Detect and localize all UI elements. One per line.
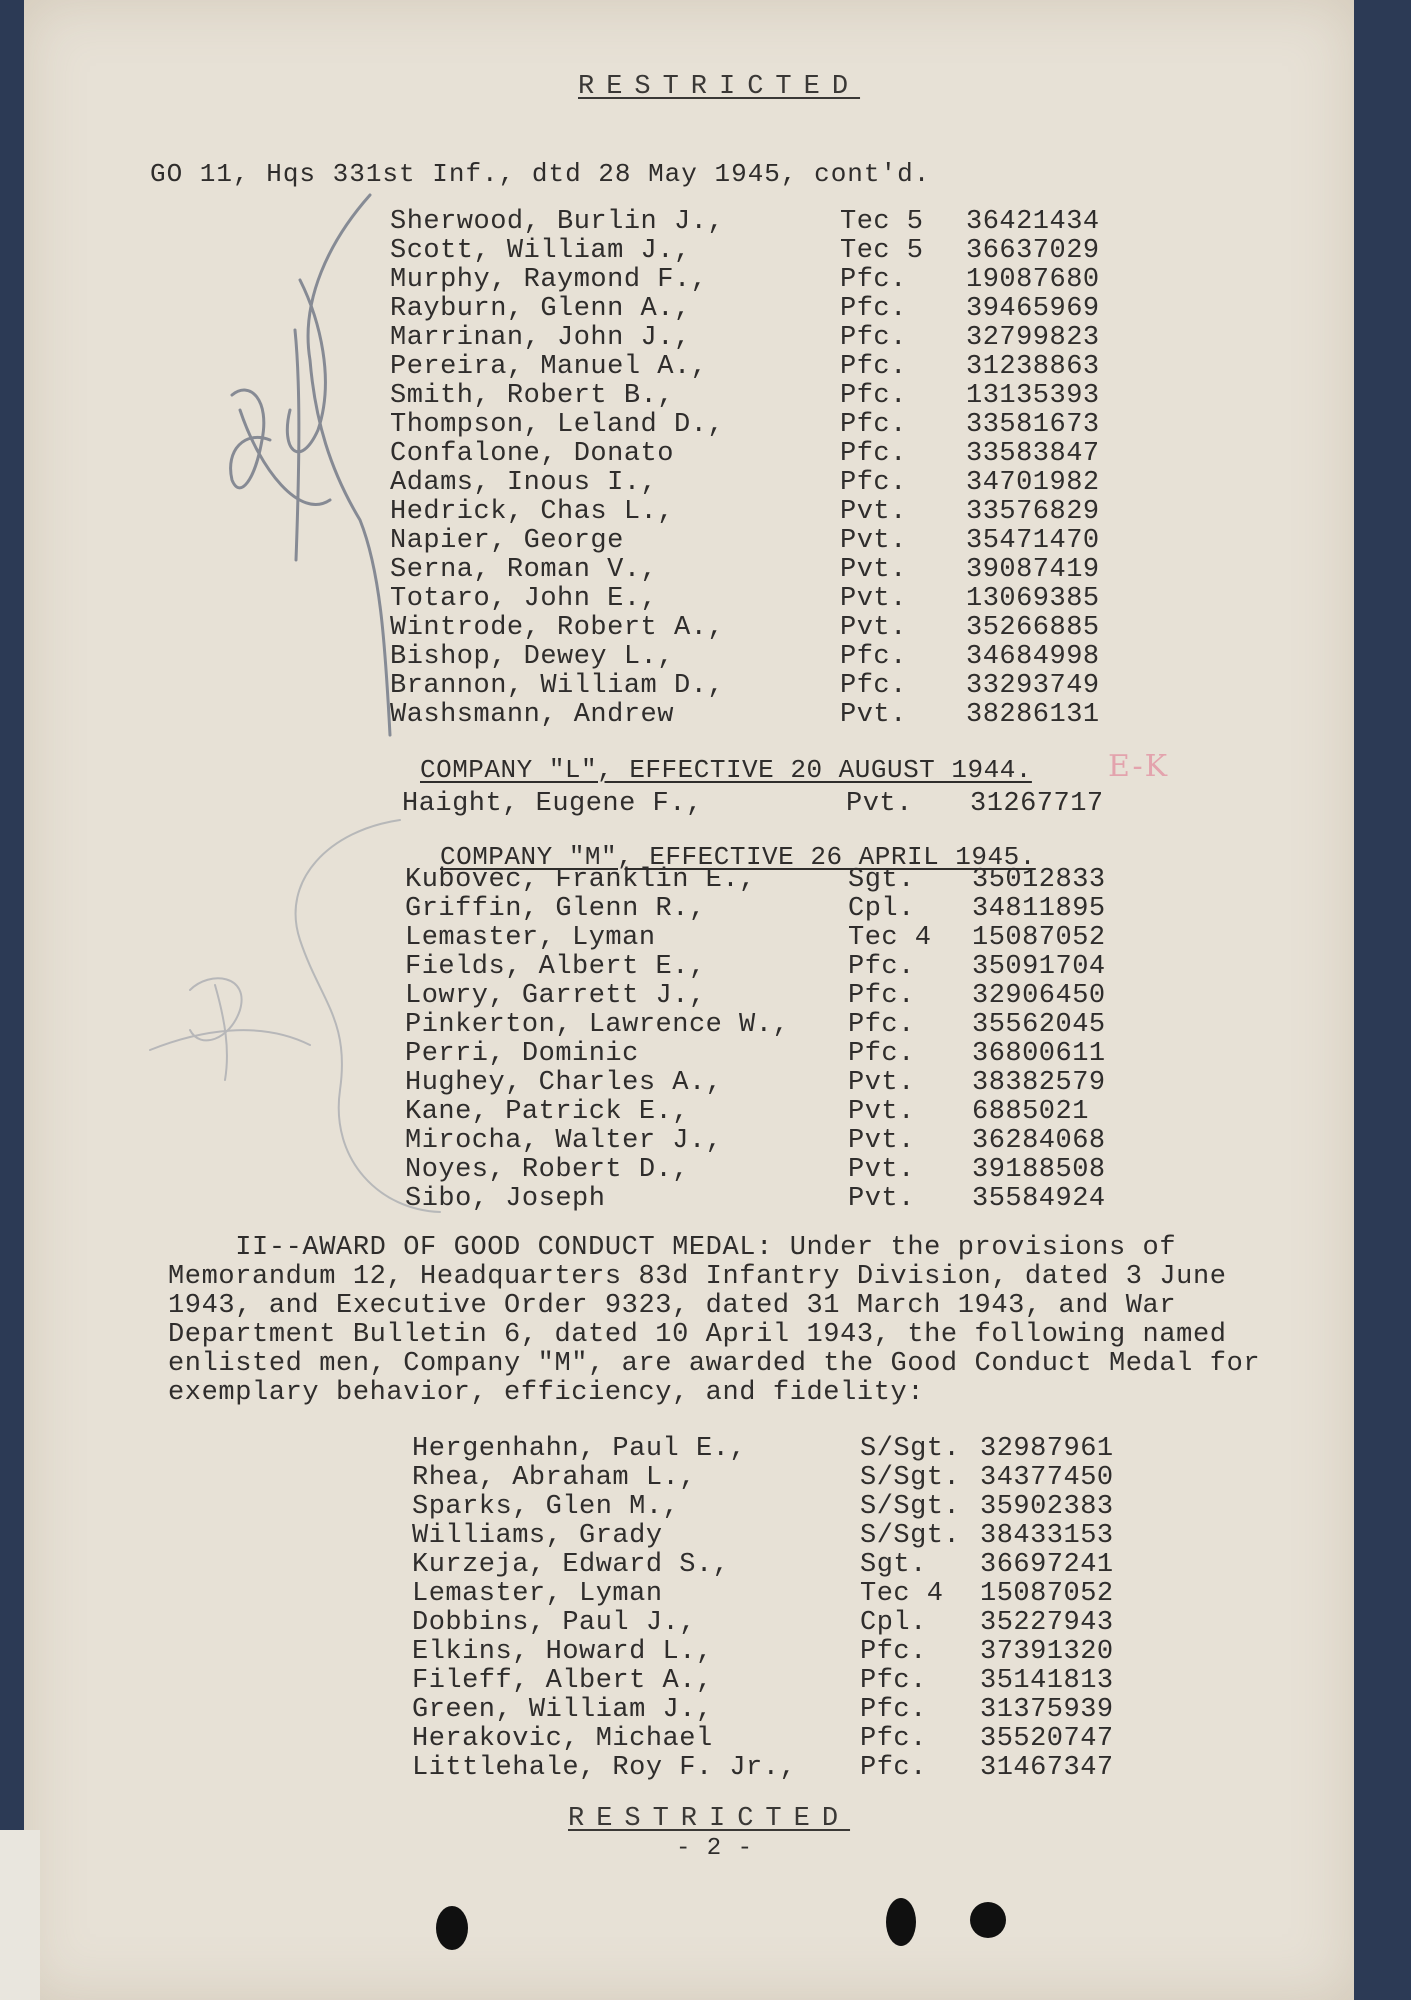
soldier-rank: Pfc. (840, 294, 907, 324)
soldier-rank: S/Sgt. (860, 1463, 961, 1493)
page-number: - 2 - (676, 1835, 754, 1862)
serial-number: 36421434 (966, 207, 1100, 237)
soldier-rank: Pfc. (860, 1637, 927, 1667)
serial-number: 13069385 (966, 584, 1100, 614)
soldier-rank: Pfc. (848, 952, 915, 982)
serial-number: 35266885 (966, 613, 1100, 643)
soldier-name: Brannon, William D., (390, 671, 725, 701)
soldier-rank: Tec 5 (840, 207, 924, 237)
soldier-rank: Pvt. (846, 789, 913, 819)
soldier-name: Kurzeja, Edward S., (412, 1550, 730, 1580)
soldier-rank: Pvt. (840, 526, 907, 556)
soldier-rank: Pfc. (840, 381, 907, 411)
serial-number: 33576829 (966, 497, 1100, 527)
serial-number: 35091704 (972, 952, 1106, 982)
soldier-name: Lemaster, Lyman (405, 923, 656, 953)
soldier-rank: S/Sgt. (860, 1521, 961, 1551)
soldier-name: Pereira, Manuel A., (390, 352, 708, 382)
soldier-name: Sparks, Glen M., (412, 1492, 680, 1522)
soldier-name: Serna, Roman V., (390, 555, 658, 585)
soldier-name: Sibo, Joseph (405, 1184, 606, 1214)
soldier-name: Sherwood, Burlin J., (390, 207, 725, 237)
soldier-name: Hughey, Charles A., (405, 1068, 723, 1098)
serial-number: 13135393 (966, 381, 1100, 411)
serial-number: 31467347 (980, 1753, 1114, 1783)
award-paragraph (168, 1234, 1260, 1408)
serial-number: 34701982 (966, 468, 1100, 498)
soldier-rank: Pvt. (840, 700, 907, 730)
soldier-rank: Sgt. (860, 1550, 927, 1580)
serial-number: 38382579 (972, 1068, 1106, 1098)
punch-hole-left (436, 1906, 468, 1950)
soldier-name: Murphy, Raymond F., (390, 265, 708, 295)
soldier-rank: Pfc. (840, 439, 907, 469)
serial-number: 34811895 (972, 894, 1106, 924)
serial-number: 31238863 (966, 352, 1100, 382)
soldier-name: Scott, William J., (390, 236, 691, 266)
serial-number: 37391320 (980, 1637, 1114, 1667)
serial-number: 36800611 (972, 1039, 1106, 1069)
soldier-name: Bishop, Dewey L., (390, 642, 674, 672)
soldier-rank: Tec 4 (860, 1579, 944, 1609)
serial-number: 19087680 (966, 265, 1100, 295)
soldier-name: Marrinan, John J., (390, 323, 691, 353)
soldier-rank: Pfc. (860, 1724, 927, 1754)
paragraph-line: 1943, and Executive Order 9323, dated 31 March 1943, and War (168, 1291, 1177, 1321)
serial-number: 35562045 (972, 1010, 1106, 1040)
soldier-rank: Pfc. (840, 468, 907, 498)
serial-number: 33581673 (966, 410, 1100, 440)
soldier-name: Lemaster, Lyman (412, 1579, 663, 1609)
soldier-name: Fileff, Albert A., (412, 1666, 713, 1696)
paragraph-line: enlisted men, Company "M", are awarded the Good Conduct Medal for (168, 1349, 1261, 1379)
soldier-name: Confalone, Donato (390, 439, 674, 469)
paper-scrap (0, 1830, 40, 2000)
serial-number: 31375939 (980, 1695, 1114, 1725)
restricted-stamp-top: RESTRICTED (578, 72, 861, 102)
soldier-name: Herakovic, Michael (412, 1724, 713, 1754)
soldier-rank: Pfc. (848, 1010, 915, 1040)
soldier-name: Rayburn, Glenn A., (390, 294, 691, 324)
soldier-name: Thompson, Leland D., (390, 410, 725, 440)
soldier-name: Dobbins, Paul J., (412, 1608, 696, 1638)
serial-number: 36697241 (980, 1550, 1114, 1580)
paragraph-line: exemplary behavior, efficiency, and fidelity: (168, 1378, 925, 1408)
soldier-rank: Pvt. (848, 1068, 915, 1098)
soldier-name: Smith, Robert B., (390, 381, 674, 411)
soldier-rank: Pvt. (840, 584, 907, 614)
serial-number: 39087419 (966, 555, 1100, 585)
serial-number: 15087052 (980, 1579, 1114, 1609)
serial-number: 35471470 (966, 526, 1100, 556)
serial-number: 35520747 (980, 1724, 1114, 1754)
serial-number: 35227943 (980, 1608, 1114, 1638)
soldier-rank: Cpl. (848, 894, 915, 924)
soldier-name: Rhea, Abraham L., (412, 1463, 696, 1493)
soldier-name: Wintrode, Robert A., (390, 613, 725, 643)
soldier-rank: Tec 4 (848, 923, 932, 953)
serial-number: 35902383 (980, 1492, 1114, 1522)
paragraph-line: Memorandum 12, Headquarters 83d Infantry Division, dated 3 June (168, 1262, 1227, 1292)
soldier-name: Littlehale, Roy F. Jr., (412, 1753, 797, 1783)
soldier-name: Perri, Dominic (405, 1039, 639, 1069)
serial-number: 33293749 (966, 671, 1100, 701)
soldier-rank: Pvt. (848, 1097, 915, 1127)
soldier-name: Mirocha, Walter J., (405, 1126, 723, 1156)
serial-number: 38433153 (980, 1521, 1114, 1551)
soldier-name: Lowry, Garrett J., (405, 981, 706, 1011)
soldier-name: Fields, Albert E., (405, 952, 706, 982)
serial-number: 32906450 (972, 981, 1106, 1011)
soldier-rank: Pfc. (860, 1753, 927, 1783)
soldier-rank: Pfc. (840, 410, 907, 440)
soldier-name: Hedrick, Chas L., (390, 497, 674, 527)
soldier-rank: Tec 5 (840, 236, 924, 266)
soldier-rank: Cpl. (860, 1608, 927, 1638)
soldier-rank: Pvt. (848, 1184, 915, 1214)
serial-number: 32987961 (980, 1434, 1114, 1464)
soldier-rank: Sgt. (848, 865, 915, 895)
soldier-name: Green, William J., (412, 1695, 713, 1725)
soldier-name: Elkins, Howard L., (412, 1637, 713, 1667)
soldier-rank: Pvt. (840, 555, 907, 585)
serial-number: 36637029 (966, 236, 1100, 266)
soldier-name: Griffin, Glenn R., (405, 894, 706, 924)
serial-number: 34377450 (980, 1463, 1114, 1493)
punch-hole-center (886, 1898, 916, 1946)
soldier-name: Williams, Grady (412, 1521, 663, 1551)
paragraph-line: II--AWARD OF GOOD CONDUCT MEDAL: Under the provisions of (168, 1233, 1177, 1263)
serial-number: 38286131 (966, 700, 1100, 730)
soldier-rank: Pvt. (840, 497, 907, 527)
soldier-rank: S/Sgt. (860, 1492, 961, 1522)
serial-number: 39188508 (972, 1155, 1106, 1185)
company-l-heading: COMPANY "L", EFFECTIVE 20 AUGUST 1944. (420, 755, 1032, 785)
serial-number: 6885021 (972, 1097, 1089, 1127)
soldier-name: Adams, Inous I., (390, 468, 658, 498)
serial-number: 35012833 (972, 865, 1106, 895)
margin-annotation: E-K (1108, 749, 1170, 784)
serial-number: 35141813 (980, 1666, 1114, 1696)
soldier-rank: Pfc. (840, 323, 907, 353)
serial-number: 33583847 (966, 439, 1100, 469)
soldier-rank: Pfc. (840, 671, 907, 701)
serial-number: 36284068 (972, 1126, 1106, 1156)
serial-number: 39465969 (966, 294, 1100, 324)
paragraph-line: Department Bulletin 6, dated 10 April 1943, the following named (168, 1320, 1227, 1350)
soldier-name: Pinkerton, Lawrence W., (405, 1010, 790, 1040)
serial-number: 32799823 (966, 323, 1100, 353)
company-m-heading: COMPANY "M", EFFECTIVE 26 APRIL 1945. (440, 842, 1036, 872)
soldier-rank: Pfc. (860, 1666, 927, 1696)
soldier-name: Noyes, Robert D., (405, 1155, 689, 1185)
soldier-rank: Pfc. (848, 1039, 915, 1069)
soldier-rank: Pfc. (848, 981, 915, 1011)
soldier-rank: Pfc. (840, 642, 907, 672)
restricted-stamp-bottom: RESTRICTED (568, 1804, 851, 1834)
serial-number: 34684998 (966, 642, 1100, 672)
soldier-rank: Pvt. (848, 1126, 915, 1156)
soldier-name: Kubovec, Franklin E., (405, 865, 756, 895)
punch-hole-right (970, 1902, 1006, 1938)
soldier-name: Haight, Eugene F., (402, 789, 703, 819)
order-reference: GO 11, Hqs 331st Inf., dtd 28 May 1945, cont'd. (150, 159, 931, 189)
soldier-name: Totaro, John E., (390, 584, 658, 614)
soldier-rank: Pvt. (840, 613, 907, 643)
soldier-name: Washsmann, Andrew (390, 700, 674, 730)
soldier-rank: S/Sgt. (860, 1434, 961, 1464)
soldier-name: Napier, George (390, 526, 624, 556)
serial-number: 15087052 (972, 923, 1106, 953)
soldier-rank: Pvt. (848, 1155, 915, 1185)
soldier-rank: Pfc. (860, 1695, 927, 1725)
serial-number: 31267717 (970, 789, 1104, 819)
soldier-rank: Pfc. (840, 352, 907, 382)
serial-number: 35584924 (972, 1184, 1106, 1214)
soldier-name: Kane, Patrick E., (405, 1097, 689, 1127)
soldier-rank: Pfc. (840, 265, 907, 295)
soldier-name: Hergenhahn, Paul E., (412, 1434, 747, 1464)
